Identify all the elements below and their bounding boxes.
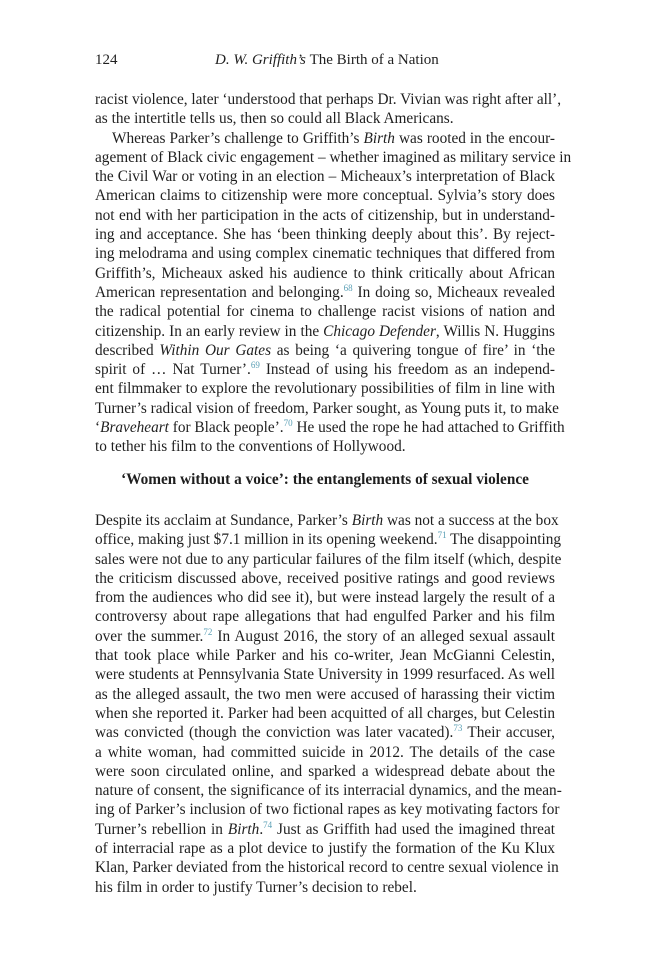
film-title: Within Our Gates bbox=[159, 341, 272, 359]
text-run: described bbox=[95, 341, 160, 359]
text-line: were students at Pennsylvania State University in 1999 resurfaced. As well bbox=[95, 666, 555, 684]
text-line: as the alleged assault, the two men were accused of harassing their victim bbox=[95, 685, 555, 703]
text-line bbox=[95, 723, 555, 742]
text-line: his film in order to justify Turner’s decision to rebel. bbox=[95, 878, 417, 896]
footnote-ref-69[interactable]: 69 bbox=[250, 360, 260, 371]
text-line: as the intertitle tells us, then so could all Black Americans. bbox=[95, 110, 454, 128]
footnote-ref-71[interactable]: 71 bbox=[437, 530, 447, 541]
text-line bbox=[95, 360, 555, 379]
text-run: was convicted (though the conviction was later vacated). bbox=[95, 724, 454, 742]
text-line bbox=[95, 511, 559, 530]
text-line: not end with her participation in the acts of citizenship, but in understand- bbox=[95, 206, 555, 224]
footnote-ref-72[interactable]: 72 bbox=[203, 626, 213, 637]
text-run: The disappointing bbox=[446, 531, 562, 549]
text-run: , Willis N. Huggins bbox=[435, 322, 555, 340]
text-run: In doing so, Micheaux revealed bbox=[352, 283, 555, 301]
publication-title: Chicago Defender bbox=[323, 322, 436, 340]
running-head-author: D. W. Griffith’s bbox=[215, 52, 306, 68]
film-title: Birth bbox=[363, 129, 395, 147]
text-run: Whereas Parker’s challenge to Griffith’s bbox=[112, 129, 364, 147]
text-line: ing melodrama and using complex cinematic techniques that differed from bbox=[95, 245, 555, 263]
text-line bbox=[95, 129, 555, 148]
section-heading: ‘Women without a voice’: the entanglements of sexual violence bbox=[121, 471, 529, 488]
text-run: office, making just $7.1 million in its opening weekend. bbox=[95, 531, 438, 549]
text-line bbox=[95, 627, 555, 646]
film-title: Birth bbox=[351, 512, 384, 529]
text-line: agement of Black civic engagement – whether imagined as military service in bbox=[95, 148, 572, 166]
text-line: nature of consent, the significance of its interracial dynamics, and the mean- bbox=[95, 782, 562, 800]
text-line: controversy about rape allegations that had engulfed Parker and his film bbox=[95, 608, 555, 626]
running-header bbox=[95, 50, 555, 70]
text-line: from the audiences who did see it), but were instead largely the result of a bbox=[95, 589, 555, 607]
text-line: the radical potential for cinema to challenge racist visions of nation and bbox=[95, 303, 555, 321]
text-line: the Civil War or voting in an election – Micheaux’s interpretation of Black bbox=[95, 168, 555, 186]
text-line bbox=[95, 417, 565, 437]
text-line: of interracial rape as a plot device to justify the formation of the Ku Klux bbox=[95, 840, 555, 858]
text-run: In August 2016, the story of an alleged sexual assault bbox=[212, 627, 556, 645]
text-run: over the summer. bbox=[95, 627, 204, 645]
text-line: sales were not due to any particular failures of the film itself (which, despite bbox=[95, 550, 562, 568]
paragraph-3 bbox=[95, 511, 562, 897]
running-head bbox=[215, 50, 439, 70]
running-head-title: The Birth of a Nation bbox=[309, 52, 439, 68]
page-number: 124 bbox=[95, 52, 118, 68]
text-run: American representation and belonging. bbox=[95, 283, 344, 301]
text-line bbox=[95, 322, 555, 341]
text-line: when she reported it. Parker had been acquitted of all charges, but Celestin bbox=[95, 704, 555, 722]
text-run: was not a success at the box bbox=[383, 512, 559, 529]
text-line: the criticism discussed above, received positive ratings and good reviews bbox=[95, 569, 555, 587]
text-run: Their accuser, bbox=[462, 724, 555, 742]
text-line: Klan, Parker deviated from the historical record to centre sexual violence in bbox=[95, 859, 559, 877]
footnote-ref-73[interactable]: 73 bbox=[453, 723, 463, 734]
text-line: ing and acceptance. She has ‘been thinking deeply about this’. By reject- bbox=[95, 226, 555, 244]
text-line: were soon circulated online, and sparked a widespread debate about the bbox=[95, 762, 555, 780]
text-run: was rooted in the encour- bbox=[394, 129, 555, 147]
text-line: a white woman, had committed suicide in 2012. The details of the case bbox=[95, 743, 555, 761]
text-line: that took place while Parker and his co-writer, Jean McGianni Celestin, bbox=[95, 647, 555, 665]
text-line: Turner’s radical vision of freedom, Parker sought, as Young puts it, to make bbox=[95, 399, 559, 417]
text-run: spirit of … Nat Turner’. bbox=[95, 361, 251, 379]
text-run: He used the rope he had attached to Griffith bbox=[292, 419, 565, 437]
text-line: to tether his film to the conventions of Hollywood. bbox=[95, 438, 406, 456]
text-run: Despite its acclaim at Sundance, Parker’s bbox=[95, 512, 352, 529]
footnote-ref-68[interactable]: 68 bbox=[343, 282, 353, 293]
footnote-ref-74[interactable]: 74 bbox=[263, 819, 273, 830]
text-run: citizenship. In an early review in the bbox=[95, 322, 324, 340]
upper-text-block bbox=[95, 90, 572, 457]
text-run: ‘ bbox=[95, 419, 101, 437]
paragraph-1 bbox=[95, 90, 562, 129]
text-run: . bbox=[259, 820, 264, 838]
text-line: ent filmmaker to explore the revolutionary possibilities of film in line with bbox=[95, 380, 555, 398]
film-title: Birth bbox=[227, 820, 260, 838]
text-run: Instead of using his freedom as an independ- bbox=[259, 361, 555, 379]
text-line bbox=[95, 283, 555, 302]
lower-text-block bbox=[95, 511, 562, 897]
text-line bbox=[95, 820, 555, 839]
text-run: as being ‘a quivering tongue of fire’ in ‘the bbox=[271, 341, 555, 359]
text-line: racist violence, later ‘understood that perhaps Dr. Vivian was right after all’, bbox=[95, 91, 562, 108]
text-run: for Black people’. bbox=[168, 419, 284, 437]
text-run: Just as Griffith had used the imagined threat bbox=[272, 820, 555, 838]
text-line: American claims to citizenship were more conceptual. Sylvia’s story does bbox=[95, 187, 555, 205]
footnote-ref-70[interactable]: 70 bbox=[283, 417, 293, 428]
text-line: Griffith’s, Micheaux asked his audience to think critically about African bbox=[95, 264, 555, 282]
film-title: Braveheart bbox=[100, 419, 169, 437]
text-line bbox=[95, 341, 555, 360]
paragraph-2 bbox=[95, 129, 572, 457]
text-line: ing of Parker’s inclusion of two fictional rapes as key motivating factors for bbox=[95, 801, 560, 819]
text-line bbox=[95, 530, 562, 549]
text-run: Turner’s rebellion in bbox=[95, 820, 228, 838]
